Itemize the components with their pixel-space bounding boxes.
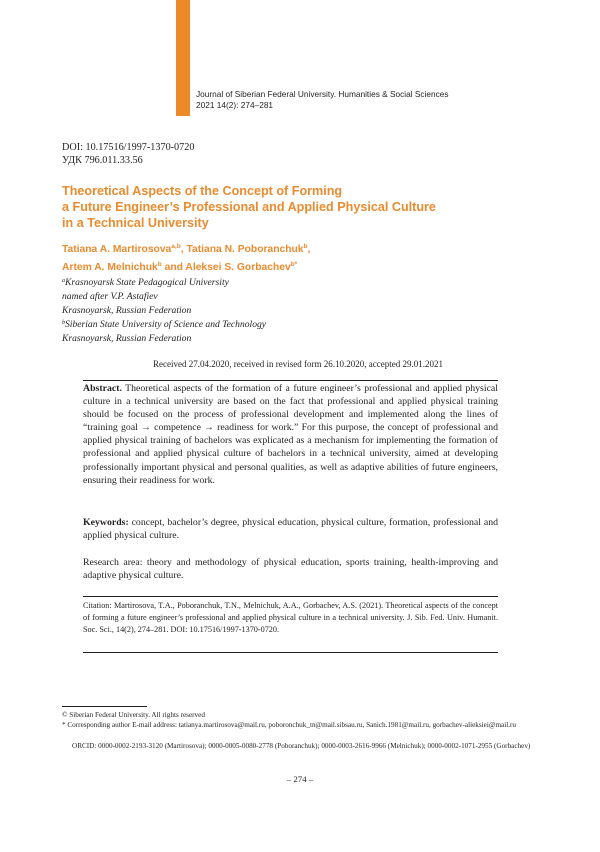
affiliation-line: named after V.P. Astafiev	[62, 291, 158, 302]
author-affiliation-mark: b	[157, 261, 162, 268]
abstract-top-rule	[83, 380, 498, 381]
author-name: Tatiana N. Poboranchuk	[186, 244, 304, 255]
abstract-label: Abstract.	[83, 383, 122, 394]
journal-name: Journal of Siberian Federal University. Humanities & Social Sciences	[196, 89, 449, 99]
author-separator: and	[161, 262, 186, 273]
journal-issue: 2021 14(2): 274–281	[196, 100, 274, 110]
author-line	[62, 241, 532, 259]
author-line	[62, 259, 532, 277]
journal-color-bar	[176, 0, 190, 116]
copyright-note: © Siberian Federal University. All rights reserved	[62, 711, 205, 719]
doi: DOI: 10.17516/1997-1370-0720	[62, 142, 195, 153]
author-name: Aleksei S. Gorbachev	[185, 262, 291, 273]
affiliation-mark: b	[62, 320, 65, 326]
article-identifiers	[62, 141, 194, 167]
affiliation-mark: a	[62, 278, 65, 284]
affiliations	[62, 276, 266, 346]
affiliation-line: $^b$Siberian State University of Science and Technology	[62, 319, 267, 330]
citation: Citation: Martirosova, T.A., Poboranchuk, T.N., Melnichuk, A.A., Gorbachev, A.S. (2021). Theoretical aspects of the concept of forming a future engineer’s professional and applied physical culture in a technical university. J. Sib. Fed. Univ. Humanit. Soc. Sci., 14(2), 274–281. DOI: 10.17516/1997-1370-0720.	[83, 601, 498, 634]
keywords-text: concept, bachelor’s degree, physical education, physical culture, formation, professional and applied physical culture.	[83, 517, 498, 542]
title-line: a Future Engineer’s Professional and Applied Physical Culture	[62, 200, 436, 214]
citation-top-rule	[83, 596, 498, 597]
affiliation-line: $^a$Krasnoyarsk State Pedagogical University	[62, 277, 229, 288]
journal-header	[196, 89, 449, 111]
page-number: – 274 –	[286, 774, 314, 784]
title-line: Theoretical Aspects of the Concept of Forming	[62, 184, 343, 198]
keywords	[83, 516, 498, 542]
received-dates: Received 27.04.2020, received in revised form 26.10.2020, accepted 29.01.2021	[153, 359, 443, 369]
author-separator: ,	[307, 244, 311, 255]
corresponding-author-note: * Corresponding author E-mail address: tatianya.martirosova@mail.ru, poboronchuk_tn@mail.sibsau.ru, Sanich.1981@mail.ru, gorbachev-alieksiei@mail.ru	[62, 721, 517, 729]
author-name: Tatiana A. Martirosova	[62, 244, 172, 255]
title-line: in a Technical University	[62, 216, 209, 230]
author-list	[62, 241, 532, 277]
orcid-note: ORCID: 0000-0002-2193-3120 (Martirosova); 0000-0005-0080-2778 (Poboranchuk); 0000-0003-2616-9966 (Melnichuk); 0000-0002-1071-2955 (Gorbachev)	[72, 742, 531, 750]
footnote-separator	[62, 706, 147, 707]
abstract-text: Theoretical aspects of the formation of a future engineer’s professional and applied physical culture in a technical university are based on the fact that professional and applied physical training should be focused on the process of professional development and implemented along the lines of “training goal → competence → readiness for work.” For this purpose, the concept of professional and applied physical training of bachelors was explicated as a mechanism for implementing the formation of professional and applied physical culture of bachelors in a technical university, aimed at developing professionally important physical and personal qualities, as well as adaptive abilities of future engineers, ensuring their readiness for work.	[83, 383, 498, 486]
affiliation-line: Krasnoyarsk, Russian Federation	[62, 333, 192, 344]
author-affiliation-mark: b*	[290, 261, 298, 268]
udc: УДК 796.011.33.56	[62, 155, 143, 166]
author-name: Artem A. Melnichuk	[62, 262, 158, 273]
author-affiliation-mark: a,b	[171, 243, 181, 250]
research-area: Research area: theory and methodology of physical education, sports training, health-improving and adaptive physical culture.	[83, 557, 498, 582]
citation-bottom-rule	[83, 652, 498, 653]
abstract	[83, 382, 498, 487]
author-affiliation-mark: b	[303, 243, 308, 250]
article-title	[62, 183, 532, 231]
author-separator: ,	[180, 244, 187, 255]
affiliation-line: Krasnoyarsk, Russian Federation	[62, 305, 192, 316]
keywords-label: Keywords:	[83, 517, 129, 528]
